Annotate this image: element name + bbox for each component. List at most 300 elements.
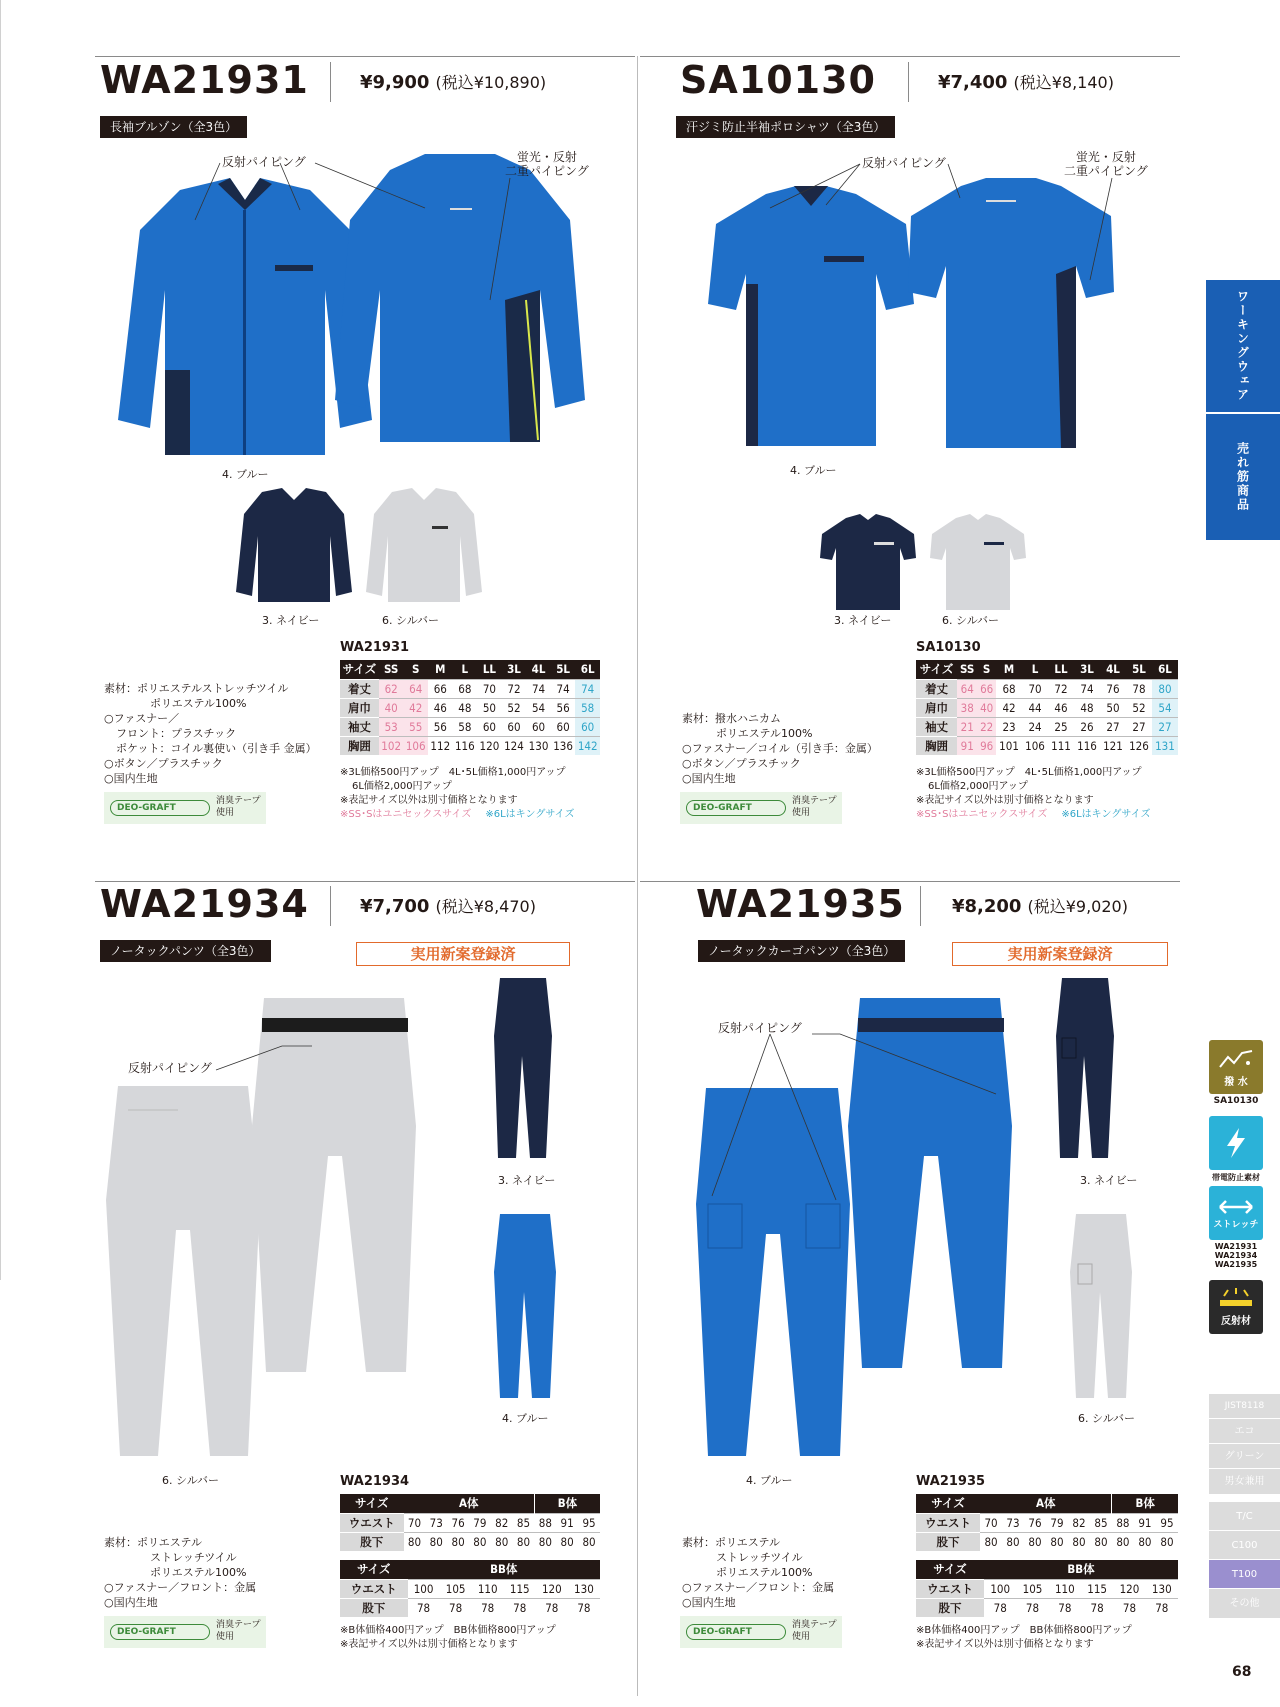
size-header: サイズ (916, 1494, 980, 1513)
deodorant-tape-badge (680, 1616, 842, 1648)
cell: 80 (1002, 1532, 1024, 1551)
product-code: WA21931 (100, 58, 309, 102)
table-row (916, 1598, 1178, 1617)
deo-badge-text (216, 795, 261, 819)
cell: 56 (551, 698, 576, 717)
jacket-front-side-panel (165, 370, 190, 455)
price-tax: (税込¥8,470) (435, 897, 536, 916)
material-spec (104, 1535, 256, 1610)
size-header-row (916, 1560, 1178, 1579)
top-rule-left (95, 56, 635, 57)
size-header-row (916, 1494, 1178, 1513)
size-table-a-b (916, 1494, 1178, 1551)
side-material-item[interactable]: その他 (1229, 1598, 1260, 1609)
color-label-main: 6. シルバー (162, 1474, 219, 1487)
price-value: ¥7,400 (938, 72, 1008, 93)
cell: 27 (1126, 717, 1152, 736)
cell: 80 (1112, 1532, 1134, 1551)
spec-line: 素材：ポリエステル (682, 1536, 781, 1549)
size-header: サイズ (916, 660, 957, 679)
cell: 60 (502, 717, 527, 736)
cell: 62 (379, 679, 404, 698)
price (952, 894, 1128, 917)
deodorant-tape-badge (104, 792, 266, 824)
product-code: SA10130 (680, 58, 876, 102)
cell: 52 (1126, 698, 1152, 717)
product-code: WA21935 (696, 882, 905, 926)
cell: 101 (996, 736, 1022, 755)
cell: 48 (1074, 698, 1100, 717)
table-row (340, 1579, 600, 1598)
color-label-navy: 3. ネイビー (1080, 1174, 1138, 1187)
size-col: L (453, 660, 478, 679)
cell: 130 (568, 1579, 600, 1598)
cell: 91 (957, 736, 977, 755)
cell: 76 (447, 1513, 469, 1532)
size-notes (916, 1624, 1132, 1652)
cell: 60 (526, 717, 551, 736)
size-header-row (340, 660, 600, 679)
spec-line: ○国内生地 (682, 772, 736, 785)
callout-reflective-piping: 反射パイピング (128, 1061, 212, 1075)
size-col: M (428, 660, 453, 679)
note-line: ※3L価格500円アップ 4L･5L価格1,000円アップ (340, 767, 566, 778)
cell: 126 (1126, 736, 1152, 755)
side-category-item[interactable]: JIST8118 (1209, 1394, 1280, 1419)
material-spec (682, 711, 878, 786)
cell: 80 (491, 1532, 513, 1551)
deo-graft-logo: DEO-GRAFT (110, 800, 210, 816)
size-table-bb (340, 1560, 600, 1617)
callout-reflective-piping: 反射パイピング (862, 156, 946, 170)
size-col: 3L (1074, 660, 1100, 679)
cell: 25 (1048, 717, 1074, 736)
cell: 72 (1048, 679, 1074, 698)
cell: 78 (440, 1598, 472, 1617)
cell: 124 (502, 736, 527, 755)
size-col: 5L (1126, 660, 1152, 679)
size-header-row (916, 660, 1178, 679)
table-row (916, 698, 1178, 717)
cell: 111 (1048, 736, 1074, 755)
table-row (916, 1532, 1178, 1551)
size-col: S (977, 660, 996, 679)
size-table-code: WA21931 (340, 640, 410, 655)
note-king: ※6Lはキングサイズ (1061, 809, 1151, 820)
spec-line: ポリエステル100% (716, 727, 813, 740)
cell: 100 (984, 1579, 1016, 1598)
pants-back-waistband (262, 1018, 408, 1032)
cell: 78 (504, 1598, 536, 1617)
size-table (916, 660, 1178, 755)
cell: 120 (477, 736, 502, 755)
size-notes (916, 766, 1151, 822)
deo-text-2: 使用 (216, 808, 235, 818)
cell: 73 (1002, 1513, 1024, 1532)
cell: 116 (453, 736, 478, 755)
cell: 72 (502, 679, 527, 698)
price-tax: (税込¥10,890) (435, 73, 547, 92)
price (938, 70, 1114, 93)
cell: 42 (403, 698, 428, 717)
row-header: 袖丈 (340, 717, 379, 736)
cell: 95 (578, 1513, 600, 1532)
spec-line: ストレッチツイル (716, 1551, 803, 1564)
row-header: 股下 (340, 1598, 408, 1617)
cell: 52 (502, 698, 527, 717)
price (360, 894, 536, 917)
size-header: サイズ (340, 660, 379, 679)
size-table-bb (916, 1560, 1178, 1617)
note-line-colored (916, 808, 1151, 822)
row-header: 股下 (916, 1598, 984, 1617)
cell: 80 (980, 1532, 1002, 1551)
note-line: 6L価格2,000円アップ (928, 781, 1028, 792)
row-header: 袖丈 (916, 717, 957, 736)
callout-line-1: 蛍光・反射 (516, 150, 577, 164)
cell: 54 (526, 698, 551, 717)
side-material-item-active[interactable]: T100 (1209, 1560, 1280, 1589)
size-group-bb: BB体 (408, 1560, 600, 1579)
cell: 120 (1113, 1579, 1145, 1598)
size-header: サイズ (340, 1494, 404, 1513)
utility-model-badge: 実用新案登録済 (952, 942, 1168, 966)
cell: 80 (1156, 1532, 1178, 1551)
cell: 74 (551, 679, 576, 698)
cell: 105 (1016, 1579, 1048, 1598)
deo-text-2: 使用 (216, 1632, 235, 1642)
side-material-item[interactable]: C100 (1209, 1531, 1280, 1560)
title-divider (330, 62, 331, 102)
cell: 60 (477, 717, 502, 736)
cell: 121 (1100, 736, 1126, 755)
row-header: 股下 (340, 1532, 404, 1551)
table-row (916, 736, 1178, 755)
cell: 78 (1113, 1598, 1145, 1617)
size-col: S (403, 660, 428, 679)
note-line: ※B体価格400円アップ BB体価格800円アップ (916, 1625, 1132, 1636)
stretch-arrows-icon (1209, 1186, 1263, 1240)
size-notes (340, 766, 575, 822)
cell: 21 (957, 717, 977, 736)
cell: 50 (477, 698, 502, 717)
cell: 142 (575, 736, 600, 755)
deo-text-2: 使用 (792, 1632, 811, 1642)
table-row (340, 1598, 600, 1617)
cell: 68 (453, 679, 478, 698)
side-category-item[interactable]: 男女兼用 (1224, 1476, 1265, 1487)
spec-line: ○ファスナー／ (104, 712, 180, 725)
cell: 91 (1134, 1513, 1156, 1532)
side-tab-best-sellers[interactable]: 売れ筋商品 (1206, 414, 1280, 540)
cargo-silver-image (1064, 1212, 1144, 1402)
size-header: サイズ (340, 1560, 408, 1579)
cell: 131 (1152, 736, 1178, 755)
note-line: ※表記サイズ以外は別寸価格となります (340, 795, 518, 806)
deo-text-1: 消臭テープ (216, 796, 261, 806)
cell: 74 (1074, 679, 1100, 698)
cell: 50 (1100, 698, 1126, 717)
pants-navy-image (490, 976, 560, 1162)
cell: 78 (408, 1598, 440, 1617)
size-col: 4L (1100, 660, 1126, 679)
cell: 115 (504, 1579, 536, 1598)
cell: 78 (1049, 1598, 1081, 1617)
size-col: 6L (1152, 660, 1178, 679)
cell: 80 (1134, 1532, 1156, 1551)
note-line: ※表記サイズ以外は別寸価格となります (916, 1639, 1094, 1650)
feature-water-repellent (1209, 1040, 1263, 1107)
deodorant-tape-badge (104, 1616, 266, 1648)
cell: 70 (404, 1513, 426, 1532)
cell: 70 (1022, 679, 1048, 698)
price-tax: (税込¥9,020) (1027, 897, 1128, 916)
cell: 40 (977, 698, 996, 717)
cell: 26 (1074, 717, 1100, 736)
cell: 78 (1081, 1598, 1113, 1617)
jacket-navy-image (232, 486, 356, 604)
feature-sub-line: WA21934 (1214, 1251, 1258, 1260)
cell: 80 (556, 1532, 578, 1551)
polo-silver-image (928, 512, 1028, 612)
spec-line: ○国内生地 (682, 1596, 736, 1609)
size-table-code: WA21934 (340, 1474, 410, 1489)
feature-stretch (1209, 1186, 1263, 1269)
side-tab-working-wear[interactable]: ワーキングウェア (1206, 280, 1280, 412)
row-header: 肩巾 (340, 698, 379, 717)
pants-blue-image (490, 1212, 566, 1402)
color-label-main: 4. ブルー (746, 1474, 793, 1487)
spec-line: ポリエステル100% (150, 1566, 247, 1579)
cell: 78 (1016, 1598, 1048, 1617)
spec-line: ○ボタン／プラスチック (104, 757, 223, 770)
cell: 79 (1046, 1513, 1068, 1532)
table-row (340, 1513, 600, 1532)
cell: 27 (1100, 717, 1126, 736)
cell: 38 (957, 698, 977, 717)
spec-line: ポリエステル100% (716, 1566, 813, 1579)
cell: 40 (379, 698, 404, 717)
spec-line: ストレッチツイル (150, 1551, 237, 1564)
price (360, 70, 546, 93)
note-line: ※B体価格400円アップ BB体価格800円アップ (340, 1625, 556, 1636)
cell: 88 (534, 1513, 556, 1532)
row-header: ウエスト (340, 1513, 404, 1532)
note-line: ※表記サイズ以外は別寸価格となります (340, 1639, 518, 1650)
color-label-main: 4. ブルー (222, 468, 269, 481)
cell: 23 (996, 717, 1022, 736)
cell: 46 (428, 698, 453, 717)
cell: 130 (526, 736, 551, 755)
cell: 95 (1156, 1513, 1178, 1532)
cell: 106 (1022, 736, 1048, 755)
color-label-blue: 4. ブルー (502, 1412, 549, 1425)
cargo-navy-image (1050, 976, 1124, 1162)
color-label-silver: 6. シルバー (1078, 1412, 1135, 1425)
size-group-b: B体 (534, 1494, 600, 1513)
spec-line: 素材：ポリエステル (104, 1536, 203, 1549)
material-spec (682, 1535, 834, 1610)
cell: 79 (469, 1513, 491, 1532)
product-name-label: ノータックパンツ（全3色） (100, 940, 271, 962)
cell: 85 (1090, 1513, 1112, 1532)
cell: 78 (1146, 1598, 1178, 1617)
cell: 80 (1068, 1532, 1090, 1551)
product-code: WA21934 (100, 882, 309, 926)
cell: 106 (403, 736, 428, 755)
feature-label: 撥 水 (1224, 1076, 1248, 1088)
lightning-icon (1209, 1116, 1263, 1170)
note-line: ※3L価格500円アップ 4L･5L価格1,000円アップ (916, 767, 1142, 778)
row-header: 胸囲 (916, 736, 957, 755)
cell: 80 (469, 1532, 491, 1551)
note-king: ※6Lはキングサイズ (485, 809, 575, 820)
size-header: サイズ (916, 1560, 984, 1579)
color-label-silver: 6. シルバー (382, 614, 439, 627)
price-value: ¥8,200 (952, 896, 1022, 917)
size-col: 5L (551, 660, 576, 679)
size-table-code: WA21935 (916, 1474, 986, 1489)
price-value: ¥9,900 (360, 72, 430, 93)
feature-sub-line: WA21935 (1214, 1260, 1258, 1269)
feature-label: 帯電防止素材 (1212, 1173, 1260, 1182)
note-line: 6L価格2,000円アップ (352, 781, 452, 792)
cell: 112 (428, 736, 453, 755)
spec-line: フロント：プラスチック (116, 727, 237, 740)
cell: 80 (404, 1532, 426, 1551)
size-header-row (340, 1560, 600, 1579)
cell: 74 (526, 679, 551, 698)
color-label-main: 4. ブルー (790, 464, 837, 477)
cell: 80 (534, 1532, 556, 1551)
spec-line: 素材：ポリエステルストレッチツイル (104, 682, 289, 695)
color-label-navy: 3. ネイビー (262, 614, 320, 627)
cell: 73 (425, 1513, 447, 1532)
pants-front-image (98, 1080, 268, 1460)
size-col: LL (1048, 660, 1074, 679)
row-header: 胸囲 (340, 736, 379, 755)
feature-reflective (1209, 1280, 1263, 1334)
water-repellent-icon (1209, 1040, 1263, 1094)
callout-reflective-piping: 反射パイピング (222, 155, 306, 169)
deo-graft-logo: DEO-GRAFT (686, 1624, 786, 1640)
table-row (916, 679, 1178, 698)
cell: 82 (491, 1513, 513, 1532)
feature-label: ストレッチ (1213, 1219, 1259, 1230)
color-label-silver: 6. シルバー (942, 614, 999, 627)
deo-badge-text (792, 795, 837, 819)
size-col: 3L (502, 660, 527, 679)
size-notes (340, 1624, 556, 1652)
spec-line: ○ファスナー／フロント：金属 (682, 1581, 835, 1594)
spec-line: ○ファスナー／フロント：金属 (104, 1581, 257, 1594)
product-name-label: 長袖ブルゾン（全3色） (100, 116, 247, 138)
deo-text-1: 消臭テープ (792, 796, 837, 806)
deo-badge-text (792, 1619, 837, 1643)
size-col: SS (957, 660, 977, 679)
side-category-item[interactable]: エコ (1209, 1419, 1280, 1444)
cell: 54 (1152, 698, 1178, 717)
color-label-navy: 3. ネイビー (834, 614, 892, 627)
callout-leader-lines (760, 150, 1130, 290)
cell: 68 (996, 679, 1022, 698)
cell: 55 (403, 717, 428, 736)
spec-line: ○ボタン／プラスチック (682, 757, 801, 770)
callout-line-2: 二重パイピング (505, 164, 589, 178)
cell: 70 (980, 1513, 1002, 1532)
cell: 64 (403, 679, 428, 698)
cell: 105 (440, 1579, 472, 1598)
deodorant-tape-badge (680, 792, 842, 824)
cell: 110 (472, 1579, 504, 1598)
price-value: ¥7,700 (360, 896, 430, 917)
product-name-label: ノータックカーゴパンツ（全3色） (698, 940, 905, 962)
cell: 53 (379, 717, 404, 736)
row-header: 着丈 (916, 679, 957, 698)
cell: 78 (1126, 679, 1152, 698)
side-category-item[interactable]: グリーン (1209, 1444, 1280, 1469)
deo-graft-logo: DEO-GRAFT (110, 1624, 210, 1640)
utility-model-badge: 実用新案登録済 (356, 942, 570, 966)
cell: 115 (1081, 1579, 1113, 1598)
cell: 80 (1152, 679, 1178, 698)
cell: 22 (977, 717, 996, 736)
cell: 80 (1090, 1532, 1112, 1551)
deo-text-2: 使用 (792, 808, 811, 818)
cell: 66 (977, 679, 996, 698)
cell: 130 (1146, 1579, 1178, 1598)
deo-text-1: 消臭テープ (792, 1620, 837, 1630)
cell: 85 (513, 1513, 535, 1532)
note-line-colored (340, 808, 575, 822)
callout-line-1: 蛍光・反射 (1075, 150, 1136, 164)
cell: 78 (984, 1598, 1016, 1617)
cell: 66 (428, 679, 453, 698)
cell: 76 (1100, 679, 1126, 698)
row-header: 股下 (916, 1532, 980, 1551)
feature-label: 反射材 (1221, 1315, 1251, 1327)
cell: 116 (1074, 736, 1100, 755)
side-material-item[interactable]: T/C (1209, 1502, 1280, 1531)
feature-antistatic (1209, 1116, 1263, 1183)
title-divider (330, 886, 331, 926)
cell: 110 (1049, 1579, 1081, 1598)
cell: 27 (1152, 717, 1178, 736)
page-number: 68 (1232, 1664, 1252, 1680)
cell: 48 (453, 698, 478, 717)
table-row (916, 1579, 1178, 1598)
size-table-a-b (340, 1494, 600, 1551)
left-edge-line (0, 0, 1, 1280)
cell: 100 (408, 1579, 440, 1598)
cell: 78 (472, 1598, 504, 1617)
deo-badge-text (216, 1619, 261, 1643)
cell: 102 (379, 736, 404, 755)
jacket-silver-image (362, 486, 486, 604)
row-header: 着丈 (340, 679, 379, 698)
title-divider (908, 62, 909, 102)
cell: 80 (1024, 1532, 1046, 1551)
note-line: ※表記サイズ以外は別寸価格となります (916, 795, 1094, 806)
spec-line: ○国内生地 (104, 772, 158, 785)
cell: 60 (575, 717, 600, 736)
reflector-icon (1209, 1280, 1263, 1334)
size-group-a: A体 (404, 1494, 535, 1513)
cell: 136 (551, 736, 576, 755)
cell: 58 (453, 717, 478, 736)
size-col: SS (379, 660, 404, 679)
row-header: ウエスト (340, 1579, 408, 1598)
